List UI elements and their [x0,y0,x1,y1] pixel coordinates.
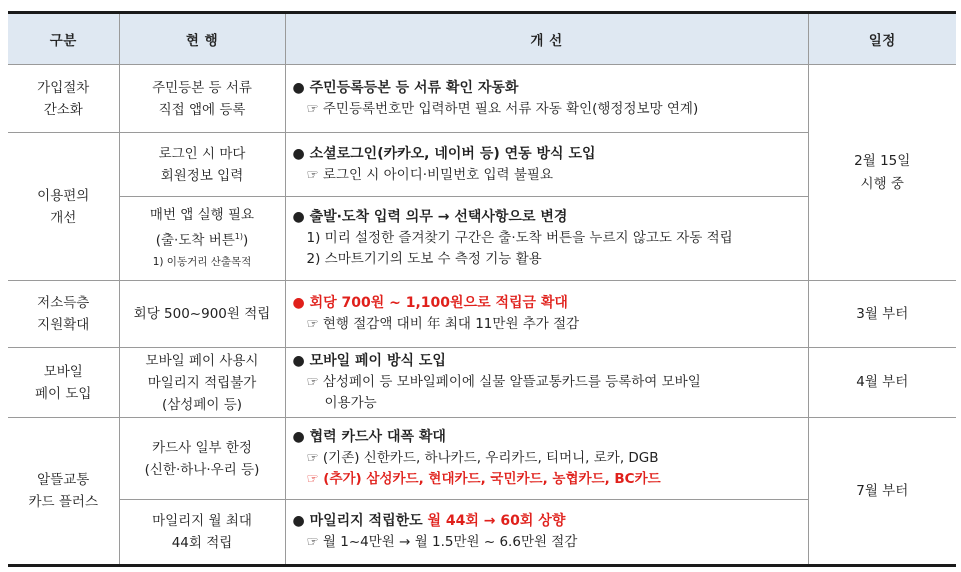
improvement-cell: ● 모바일 페이 방식 도입 ☞ 삼성페이 등 모바일페이에 실물 알뜰교통카드를 등록하여 모바일 이용가능 [285,348,808,418]
table-header-row [8,13,956,65]
current-cell: 카드사 일부 한정 (신한·하나·우리 등) [119,418,285,500]
schedule-cell: 2월 15일 시행 중 [808,65,956,281]
category-cell: 알뜰교통 카드 플러스 [8,418,119,566]
table-row [8,65,956,133]
category-cell: 저소득층 지원확대 [8,281,119,348]
table-row [8,418,956,500]
table-row [8,281,956,348]
improvement-cell: ● 출발·도착 입력 의무 → 선택사항으로 변경 1) 미리 설정한 즐겨찾기 구간은 출·도착 버튼을 누르지 않고도 자동 적립 2) 스마트기기의 도보 수 측정 기능 활용 [285,197,808,281]
category-cell: 모바일 페이 도입 [8,348,119,418]
current-cell: 마일리지 월 최대 44회 적립 [119,500,285,566]
schedule-cell: 4월 부터 [808,348,956,418]
current-cell: 로그인 시 마다 회원정보 입력 [119,133,285,197]
category-cell: 가입절차 간소화 [8,65,119,133]
policy-table [8,11,956,567]
current-cell: 주민등본 등 서류 직접 앱에 등록 [119,65,285,133]
header-category: 구분 [8,13,119,65]
improvement-cell: ● 주민등록등본 등 서류 확인 자동화 ☞ 주민등록번호만 입력하면 필요 서류 자동 확인(행정정보망 연계) [285,65,808,133]
improvement-cell: ● 마일리지 적립한도 월 44회 → 60회 상향 ☞ 월 1~4만원 → 월 1.5만원 ~ 6.6만원 절감 [285,500,808,566]
table-row [8,348,956,418]
schedule-cell: 7월 부터 [808,418,956,566]
header-current: 현 행 [119,13,285,65]
schedule-cell: 3월 부터 [808,281,956,348]
current-cell: 매번 앱 실행 필요 (출·도착 버튼$^{1)}$) 1) 이동거리 산출목적 [119,197,285,281]
header-improvement: 개 선 [285,13,808,65]
header-schedule: 일정 [808,13,956,65]
improvement-cell: ● 회당 700원 ~ 1,100원으로 적립금 확대 ☞ 현행 절감액 대비 年 최대 11만원 추가 절감 [285,281,808,348]
footnote: 1) 이동거리 산출목적 [152,256,252,269]
current-cell: 모바일 페이 사용시 마일리지 적립불가 (삼성페이 등) [119,348,285,418]
current-cell: 회당 500~900원 적립 [119,281,285,348]
improvement-cell: ● 협력 카드사 대폭 확대 ☞ (기존) 신한카드, 하나카드, 우리카드, 티머니, 로카, DGB ☞ (추가) 삼성카드, 현대카드, 국민카드, 농협카드, BC카드 [285,418,808,500]
category-cell: 이용편의 개선 [8,133,119,281]
improvement-cell: ● 소셜로그인(카카오, 네이버 등) 연동 방식 도입 ☞ 로그인 시 아이디·비밀번호 입력 불필요 [285,133,808,197]
